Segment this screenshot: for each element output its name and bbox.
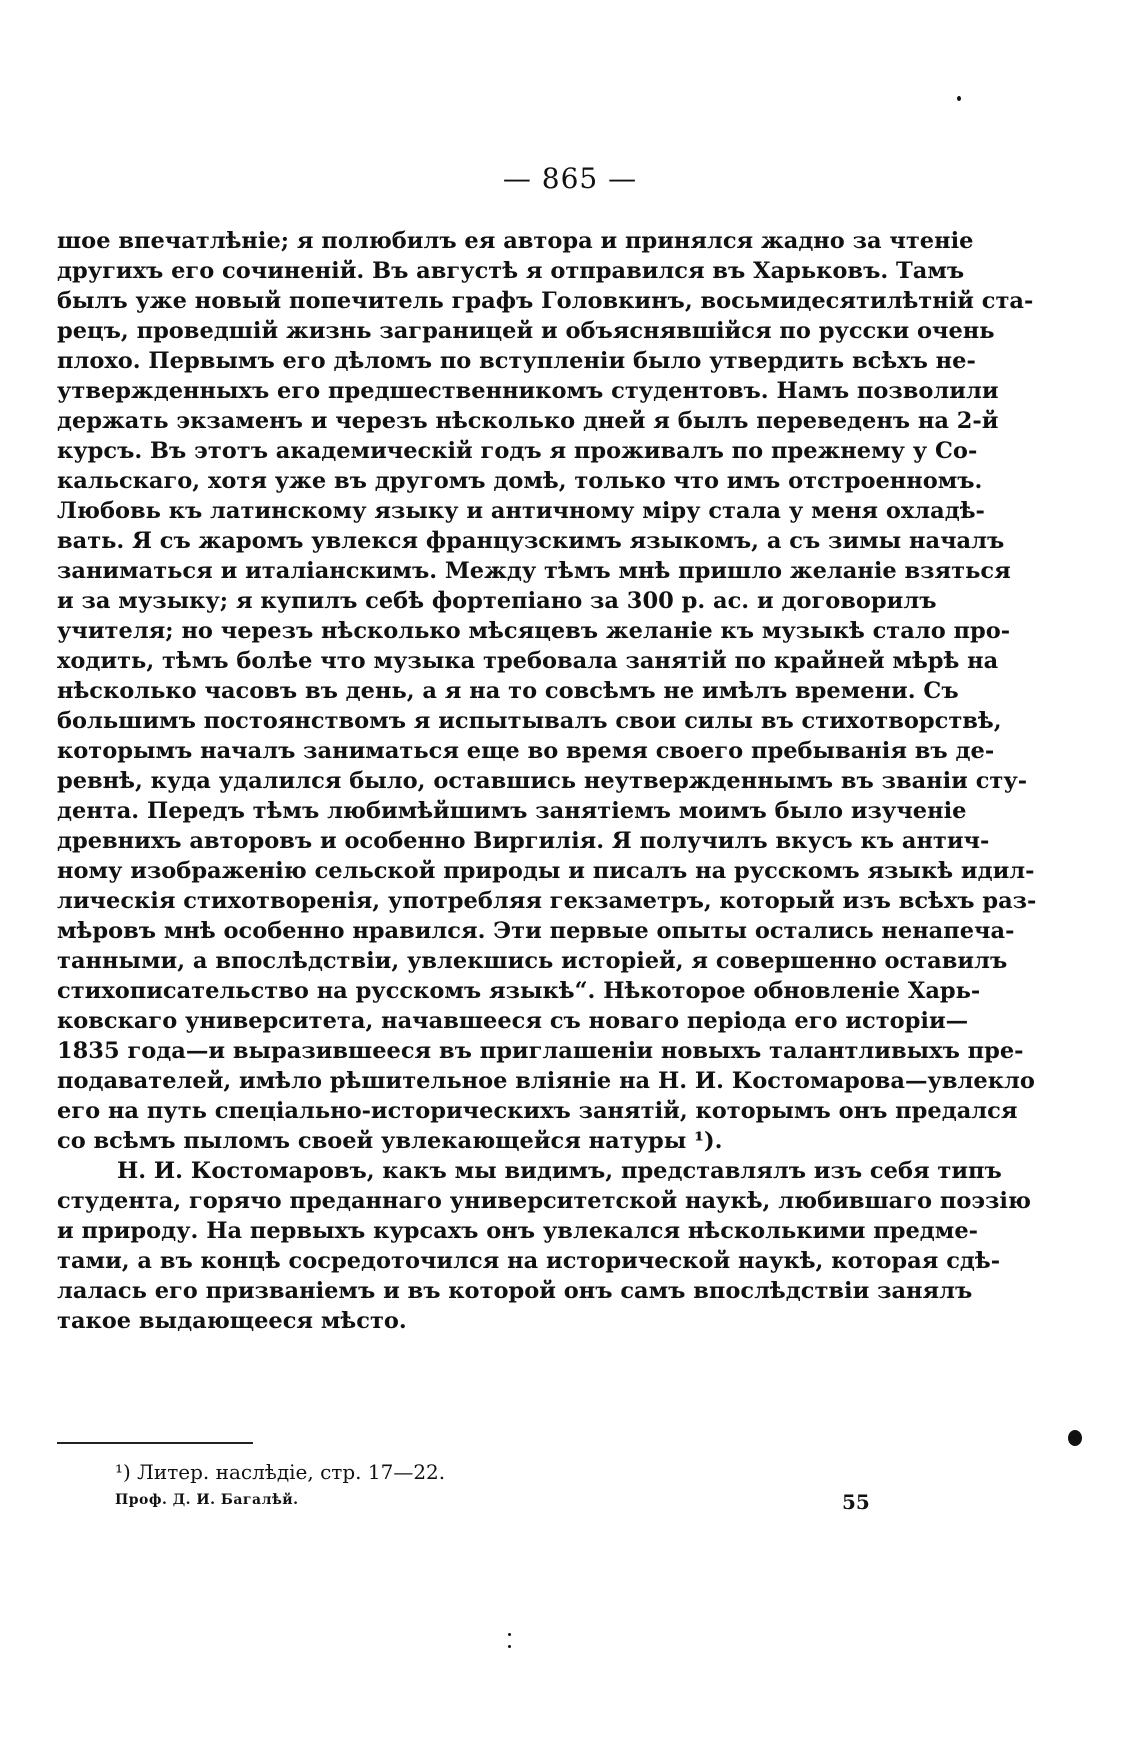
text-line: былъ уже новый попечитель графъ Головкинъ, восьмидесятилѣтній ста- (57, 288, 1034, 314)
text-line: вать. Я съ жаромъ увлекся французскимъ языкомъ, а съ зимы началъ (57, 528, 1005, 554)
signature-mark: 55 (842, 1490, 870, 1514)
text-line: ходить, тѣмъ болѣе что музыка требовала занятій по крайней мѣрѣ на (57, 648, 999, 674)
text-line: шое впечатлѣніе; я полюбилъ ея автора и принялся жадно за чтеніе (57, 228, 974, 254)
text-line: ному изображенію сельской природы и писалъ на русскомъ языкѣ идил- (57, 858, 1035, 884)
text-line: другихъ его сочиненій. Въ августѣ я отправился въ Харьковъ. Тамъ (57, 258, 965, 284)
scan-speck (508, 1645, 511, 1648)
text-line: нѣсколько часовъ въ день, а я на то совсѣмъ не имѣлъ времени. Съ (57, 678, 959, 704)
page-number: — 865 — (502, 162, 638, 195)
text-line: ковскаго университета, начавшееся съ новаго періода его исторіи— (57, 1008, 969, 1034)
text-line: лалась его призваніемъ и въ которой онъ самъ впослѣдствіи занялъ (57, 1278, 973, 1304)
text-line: лическія стихотворенія, употребляя гекзаметръ, который изъ всѣхъ раз- (57, 888, 1037, 914)
footnote: ¹) Литер. наслѣдіе, стр. 17—22. (115, 1460, 446, 1484)
text-line: Любовь къ латинскому языку и античному міру стала у меня охладѣ- (57, 498, 985, 524)
scan-speck (957, 96, 961, 101)
text-line: утвержденныхъ его предшественникомъ студентовъ. Намъ позволили (57, 378, 999, 404)
text-line: 1835 года—и выразившееся въ приглашеніи новыхъ талантливыхъ пре- (57, 1038, 1024, 1064)
text-line: рецъ, проведшій жизнь заграницей и объяснявшійся по русски очень (57, 318, 995, 344)
text-line: заниматься и италіанскимъ. Между тѣмъ мнѣ пришло желаніе взяться (57, 558, 1011, 584)
text-line: плохо. Первымъ его дѣломъ по вступленіи было утвердить всѣхъ не- (57, 348, 976, 374)
text-line: ревнѣ, куда удалился было, оставшись неутвержденнымъ въ званіи сту- (57, 768, 1028, 794)
text-line: кальскаго, хотя уже въ другомъ домѣ, только что имъ отстроенномъ. (57, 468, 983, 494)
text-line: стихописательство на русскомъ языкѣ“. Нѣкоторое обновленіе Харь- (57, 978, 981, 1004)
text-line: учителя; но черезъ нѣсколько мѣсяцевъ желаніе къ музыкѣ стало про- (57, 618, 1011, 644)
paragraph-1 (57, 226, 1037, 1156)
text-line: дента. Передъ тѣмъ любимѣйшимъ занятіемъ моимъ было изученіе (57, 798, 967, 824)
scan-speck (1068, 1430, 1082, 1446)
text-line: подавателей, имѣло рѣшительное вліяніе на Н. И. Костомарова—увлекло (57, 1068, 1035, 1094)
text-line: большимъ постоянствомъ я испытывалъ свои силы въ стихотворствѣ, (57, 708, 1002, 734)
author-line: Проф. Д. И. Багалѣй. (115, 1492, 299, 1508)
text-line: держать экзаменъ и черезъ нѣсколько дней я былъ переведенъ на 2-й (57, 408, 999, 434)
text-line: которымъ началъ заниматься еще во время своего пребыванія въ де- (57, 738, 995, 764)
text-line: древнихъ авторовъ и особенно Виргилія. Я получилъ вкусъ къ антич- (57, 828, 990, 854)
text-line: танными, а впослѣдствіи, увлекшись исторіей, я совершенно оставилъ (57, 948, 1008, 974)
text-line: тами, а въ концѣ сосредоточился на исторической наукѣ, которая сдѣ- (57, 1248, 1001, 1274)
text-line: студента, горячо преданнаго университетской наукѣ, любившаго поэзію (57, 1188, 1032, 1214)
text-line: Н. И. Костомаровъ, какъ мы видимъ, представлялъ изъ себя типъ (117, 1158, 1002, 1184)
text-line: такое выдающееся мѣсто. (57, 1308, 407, 1334)
text-line: мѣровъ мнѣ особенно нравился. Эти первые опыты остались ненапеча- (57, 918, 1015, 944)
scan-speck (508, 1633, 511, 1636)
footnote-divider (57, 1442, 253, 1444)
paragraph-2 (57, 1156, 1032, 1336)
text-line: и за музыку; я купилъ себѣ фортепіано за 300 р. ас. и договорилъ (57, 588, 937, 614)
body-text (57, 226, 1037, 1336)
text-line: и природу. На первыхъ курсахъ онъ увлекался нѣсколькими предме- (57, 1218, 978, 1244)
text-line: его на путь спеціально-историческихъ занятій, которымъ онъ предался (57, 1098, 1018, 1124)
text-line: курсъ. Въ этотъ академическій годъ я проживалъ по прежнему у Со- (57, 438, 978, 464)
text-line: со всѣмъ пыломъ своей увлекающейся натуры ¹). (57, 1128, 723, 1154)
